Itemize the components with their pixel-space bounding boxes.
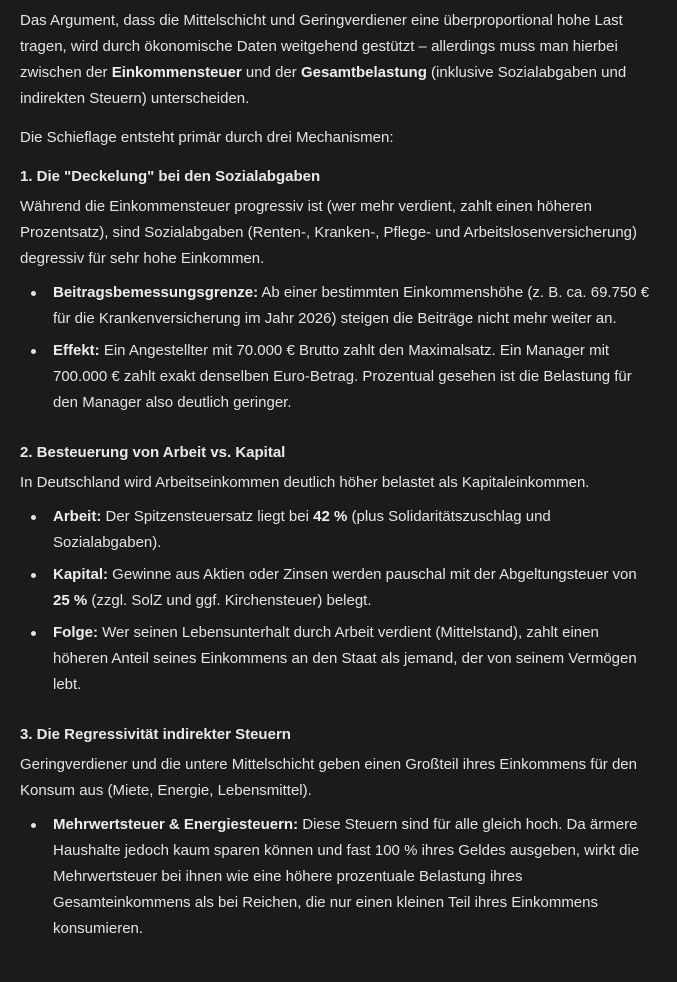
bullet-label: Beitragsbemessungsgrenze: <box>53 284 259 301</box>
bullet-label: Folge: <box>53 624 98 641</box>
bullet-icon <box>31 291 36 296</box>
bullet-icon <box>31 631 36 636</box>
bullet-label: Kapital: <box>53 566 109 583</box>
section-paragraph: In Deutschland wird Arbeitseinkommen deutlich höher belastet als Kapitaleinkommen. <box>20 474 590 491</box>
bullet-text: Wer seinen Lebensunterhalt durch Arbeit verdient (Mittelstand), zahlt einen höheren Anteil seines Einkommens an den Staat als jemand, der von seinem Vermögen lebt. <box>53 624 637 693</box>
list-item <box>20 280 657 332</box>
bullet-text: Der Spitzensteuersatz liegt bei <box>101 508 314 525</box>
section-paragraph: Geringverdiener und die untere Mittelschicht geben einen Großteil ihres Einkommens für den Konsum aus (Miete, Energie, Lebensmittel). <box>20 756 637 799</box>
bullet-icon <box>31 823 36 828</box>
bullet-bold-value: 42 % <box>313 508 348 525</box>
intro-text-2: und der <box>241 64 301 81</box>
section-heading: 1. Die "Deckelung" bei den Sozialabgaben <box>20 168 321 185</box>
section-indirekte-steuern <box>20 722 657 942</box>
bullet-label: Mehrwertsteuer & Energiesteuern: <box>53 816 299 833</box>
bullet-text: (zzgl. SolZ und ggf. Kirchensteuer) belegt. <box>87 592 372 609</box>
bullet-text: Diese Steuern sind für alle gleich hoch. Da ärmere Haushalte jedoch kaum sparen können und fast 100 % ihres Geldes ausgeben, wirkt die Mehrwertsteuer bei ihnen wie eine höhere prozentuale Belastung ihres Gesamteinkommens als bei Reichen, die nur einen kleinen Teil ihres Einkommens konsumieren. <box>53 816 640 937</box>
intro-text-3: (inklusive Sozialabgaben und indirekten Steuern) unterscheiden. <box>20 64 627 107</box>
bullet-list <box>20 812 657 942</box>
list-item <box>20 812 657 942</box>
section-sozialabgaben <box>20 164 657 416</box>
bullet-icon <box>31 573 36 578</box>
bullet-text: Gewinne aus Aktien oder Zinsen werden pauschal mit der Abgeltungsteuer von <box>108 566 637 583</box>
section-paragraph: Während die Einkommensteuer progressiv ist (wer mehr verdient, zahlt einen höheren Prozentsatz), sind Sozialabgaben (Renten-, Kranken-, Pflege- und Arbeitslosenversicherung) degressiv für sehr hohe Einkommen. <box>20 198 638 267</box>
bullet-label: Effekt: <box>53 342 100 359</box>
bullet-text: (plus Solidaritätszuschlag und Sozialabgaben). <box>53 508 551 551</box>
list-item <box>20 504 657 556</box>
section-heading: 3. Die Regressivität indirekter Steuern <box>20 726 291 743</box>
bullet-icon <box>31 515 36 520</box>
bullet-bold-value: 25 % <box>53 592 88 609</box>
bullet-label: Arbeit: <box>53 508 102 525</box>
intro-text-1: Das Argument, dass die Mittelschicht und Geringverdiener eine überproportional hohe Last tragen, wird durch ökonomische Daten weitgehend gestützt – allerdings muss man hierbei zwischen der <box>20 12 623 81</box>
section-heading: 2. Besteuerung von Arbeit vs. Kapital <box>20 444 286 461</box>
bullet-icon <box>31 349 36 354</box>
bullet-list <box>20 280 657 416</box>
list-item <box>20 562 657 614</box>
list-item <box>20 338 657 416</box>
section-arbeit-kapital <box>20 440 657 698</box>
intro-bold-gesamtbelastung: Gesamtbelastung <box>300 64 427 81</box>
intro-paragraph <box>20 8 657 112</box>
list-item <box>20 620 657 698</box>
intro-bold-einkommensteuer: Einkommensteuer <box>111 64 242 81</box>
bullet-text: Ab einer bestimmten Einkommenshöhe (z. B. ca. 69.750 € für die Krankenversicherung im Jahr 2026) steigen die Beiträge nicht mehr weiter an. <box>53 284 650 327</box>
bullet-text: Ein Angestellter mit 70.000 € Brutto zahlt den Maximalsatz. Ein Manager mit 700.000 € zahlt exakt denselben Euro-Betrag. Prozentual gesehen ist die Belastung für den Manager also deutlich geringer. <box>53 342 632 411</box>
bullet-list <box>20 504 657 698</box>
lead-paragraph: Die Schieflage entsteht primär durch drei Mechanismen: <box>20 129 394 146</box>
